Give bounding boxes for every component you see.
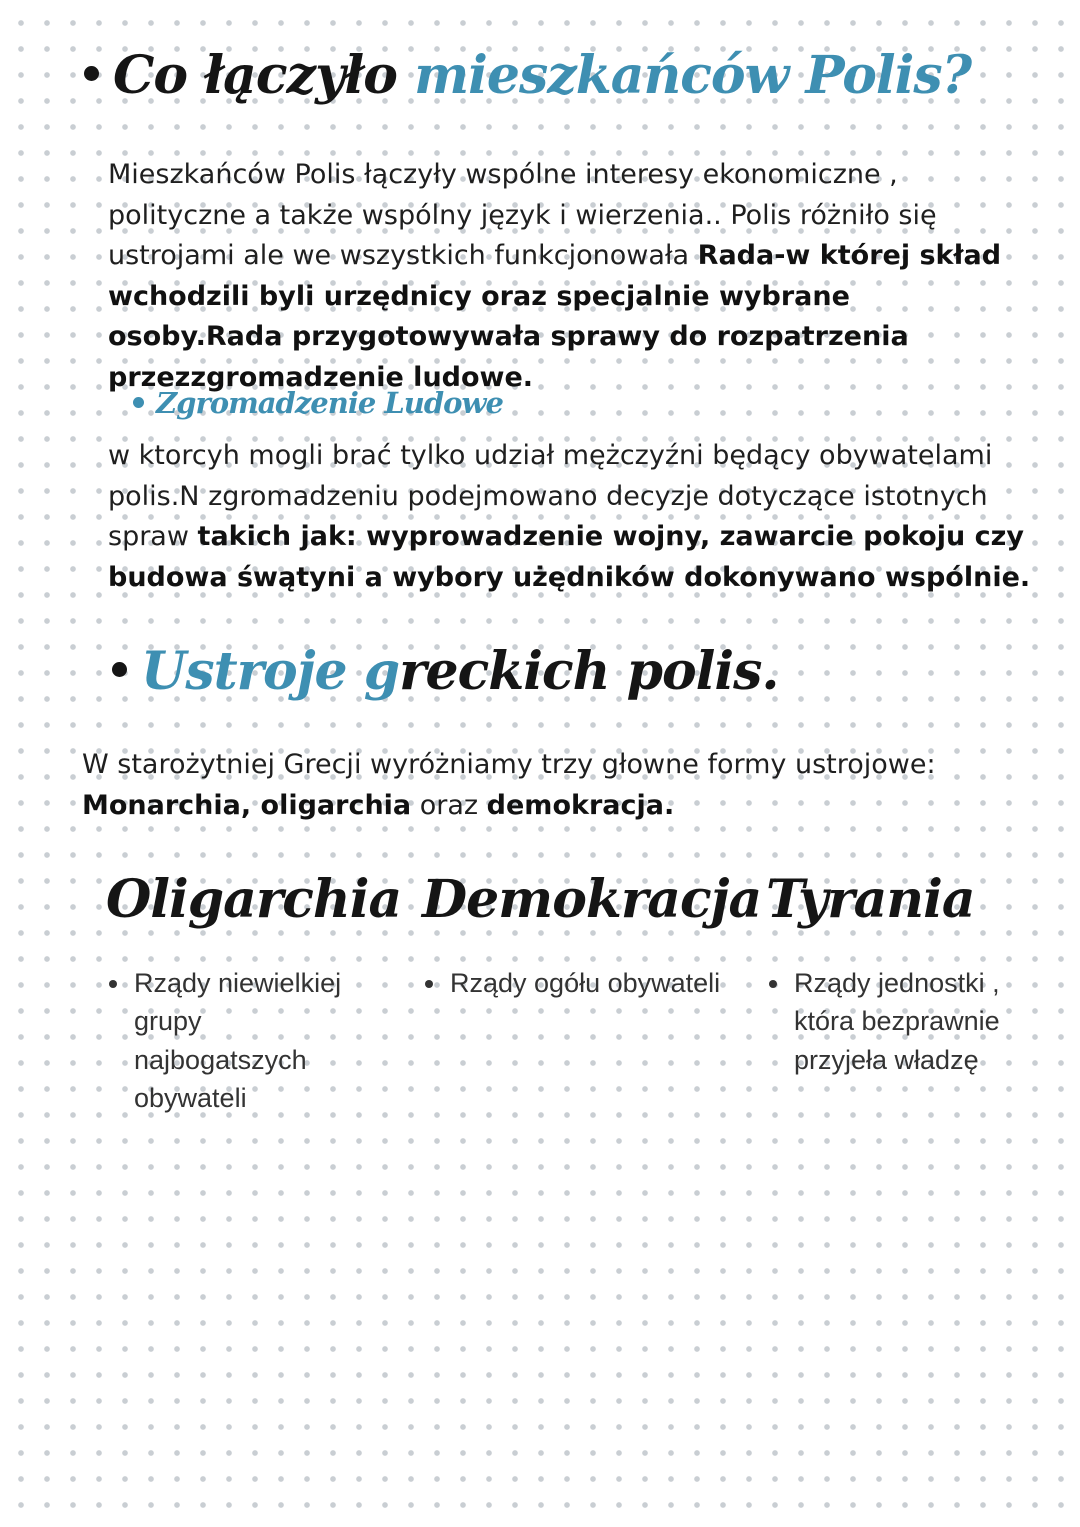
column-title: Oligarchia	[106, 869, 402, 930]
title-part-black: reckich polis.	[399, 641, 779, 702]
section-title-polis	[84, 42, 971, 110]
section-title-ustroje	[112, 638, 779, 706]
subheading-zgromadzenie	[133, 386, 503, 421]
paragraph-bold-text: demokracja.	[486, 789, 675, 821]
column-demokracja	[422, 866, 762, 1002]
title-part-black: Co łączyło	[113, 45, 415, 106]
bullet-icon	[133, 397, 144, 408]
paragraph-polis-intro	[108, 155, 1028, 398]
column-title: Demokracja	[422, 869, 762, 930]
paragraph-bold-text: takich jak: wyprowadzenie wojny, zawarcie pokoju czy budowa śwątyni a wybory użędników dokonywano wspólnie.	[108, 521, 1031, 593]
paragraph-bold-text: Rada-w której skład wchodzili byli urzędnicy oraz specjalnie wybrane osoby.Rada przygotowywała sprawy do rozpatrzenia przezzgromadzenie ludowe.	[108, 240, 1002, 393]
title-part-blue: mieszkańców Polis?	[414, 45, 972, 106]
column-tyrania	[766, 866, 1026, 1079]
title-part-blue: Ustroje g	[141, 641, 400, 702]
bullet-icon	[112, 662, 127, 677]
subheading-text: Zgromadzenie Ludowe	[156, 386, 503, 420]
paragraph-text: Mieszkańców Polis łączyły wspólne interesy ekonomiczne , polityczne a także wspólny język i wierzenia.. Polis różniło się ustrojami ale we wszystkich funkcjonowała	[108, 159, 937, 271]
paragraph-bold-text: Monarchia, oligarchia	[82, 789, 412, 821]
column-title: Tyrania	[766, 869, 975, 930]
paragraph-text: W starożytniej Grecji wyróżniamy trzy głowne formy ustrojowe:	[82, 749, 936, 780]
column-list	[766, 964, 1026, 1080]
list-item: • Rządy niewielkiej grupy najbogatszych obywateli	[132, 964, 366, 1118]
paragraph-zgromadzenie	[108, 436, 1043, 598]
column-oligarchia	[106, 866, 402, 1118]
list-item: • Rządy ogółu obywateli	[448, 964, 722, 1003]
list-item: • Rządy jednostki , która bezprawnie przyjeła władzę	[792, 964, 1026, 1080]
paragraph-text: w ktorcyh mogli brać tylko udział mężczyźni będący obywatelami polis.N zgromadzeniu podejmowano decyzje dotyczące istotnych spraw	[108, 440, 993, 552]
column-list	[106, 964, 366, 1118]
paragraph-text: oraz	[411, 789, 487, 821]
column-list	[422, 964, 722, 1003]
paragraph-ustroje-intro	[82, 745, 1042, 826]
bullet-icon	[84, 66, 99, 81]
